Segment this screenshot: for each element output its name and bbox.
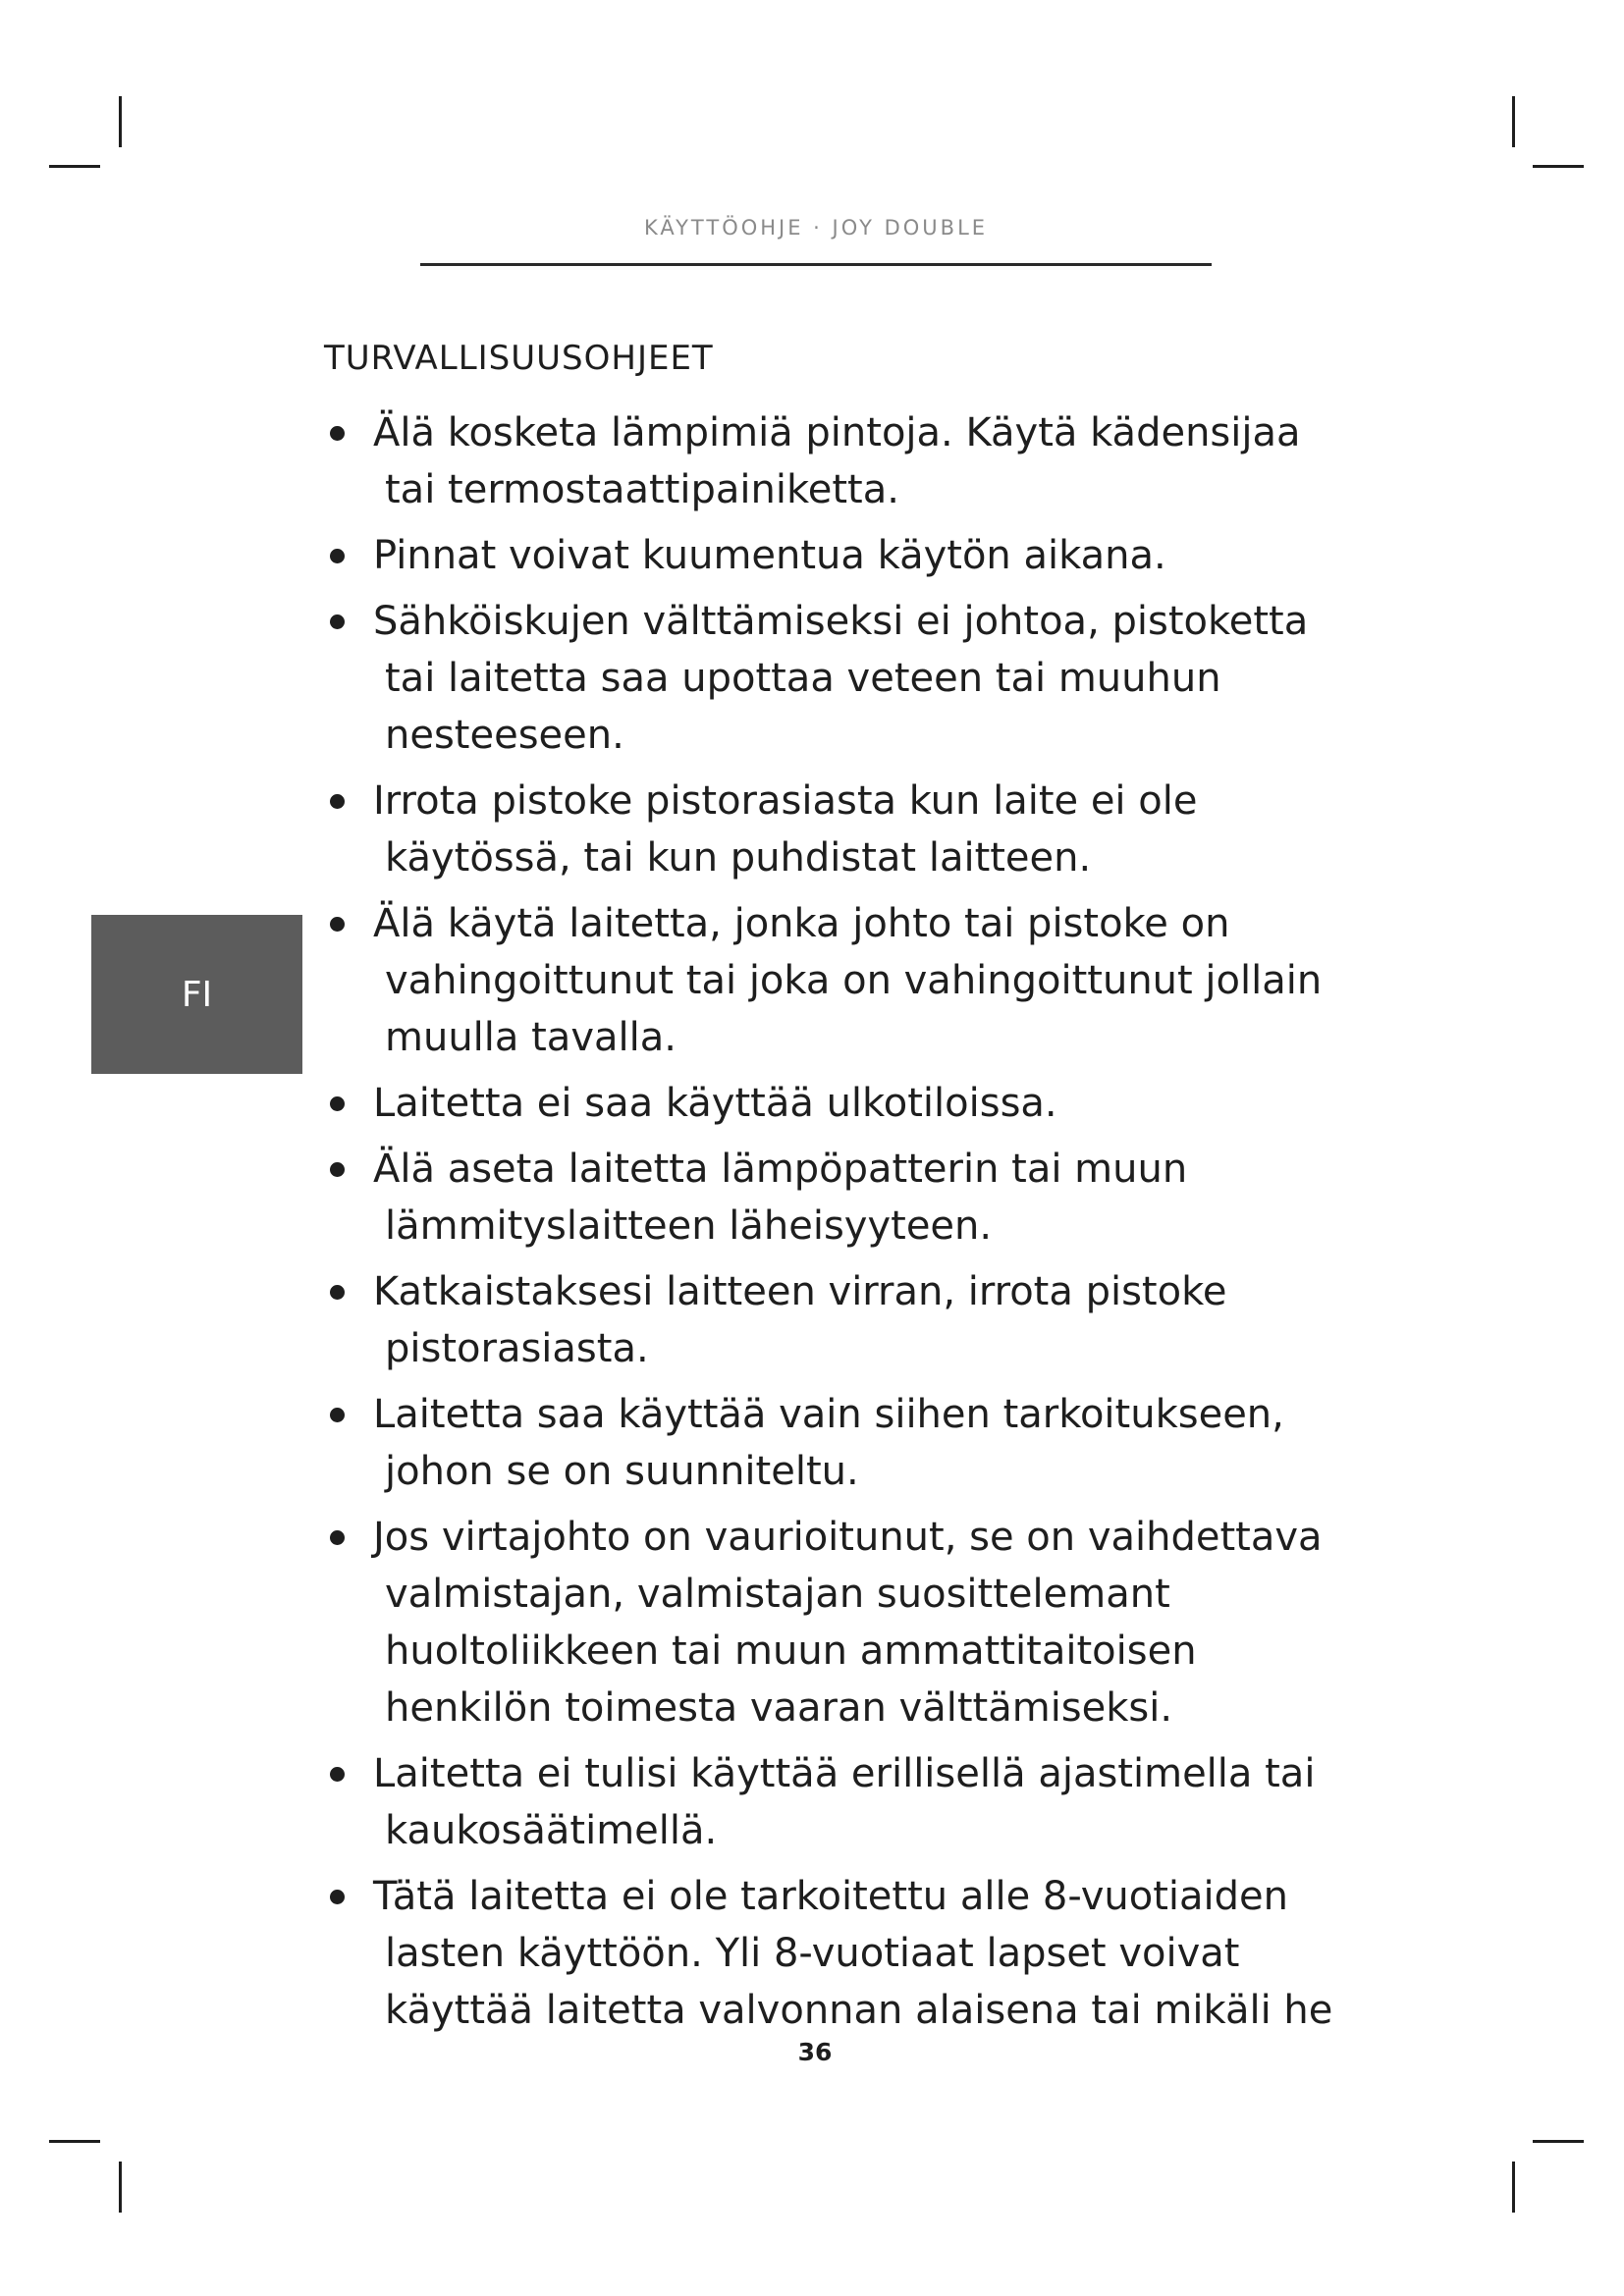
list-item — [324, 1745, 1375, 1859]
bullet-icon — [330, 1162, 345, 1177]
list-item-text-line: Laitetta ei tulisi käyttää erillisellä ajastimella tai — [373, 1751, 1316, 1796]
page-number: 36 — [797, 2038, 833, 2066]
crop-mark-top-right-horizontal — [1533, 165, 1584, 168]
list-item — [324, 1263, 1375, 1377]
list-item-text-line: kaukosäätimellä. — [385, 1808, 718, 1853]
list-item-text-line: huoltoliikkeen tai muun ammattitaitoisen — [385, 1629, 1197, 1674]
list-item-text-line: Laitetta saa käyttää vain siihen tarkoitukseen, — [373, 1392, 1284, 1437]
list-item-text-line: Irrota pistoke pistorasiasta kun laite ei ole — [373, 778, 1198, 824]
crop-mark-bottom-right-horizontal — [1533, 2140, 1584, 2143]
list-item — [324, 1386, 1375, 1500]
list-item-text-line: muulla tavalla. — [385, 1015, 677, 1060]
crop-mark-top-right-vertical — [1512, 96, 1515, 147]
crop-mark-top-left-horizontal — [49, 165, 100, 168]
crop-mark-bottom-left-vertical — [119, 2162, 122, 2213]
bullet-icon — [330, 1096, 345, 1111]
crop-mark-top-left-vertical — [119, 96, 122, 147]
list-item-text-line: johon se on suunniteltu. — [385, 1449, 859, 1494]
bullet-icon — [330, 917, 345, 932]
bullet-icon — [330, 1285, 345, 1300]
list-item-text-line: Pinnat voivat kuumentua käytön aikana. — [373, 533, 1166, 578]
list-item-text-line: Katkaistaksesi laitteen virran, irrota pistoke — [373, 1269, 1227, 1314]
list-item-text-line: Laitetta ei saa käyttää ulkotiloissa. — [373, 1081, 1057, 1126]
list-item — [324, 895, 1375, 1066]
list-item-text-line: Sähköiskujen välttämiseksi ei johtoa, pistoketta — [373, 599, 1309, 644]
bullet-icon — [330, 794, 345, 809]
list-item-text-line: vahingoittunut tai joka on vahingoittunut jollain — [385, 958, 1323, 1003]
list-item-text-line: Jos virtajohto on vaurioitunut, se on vaihdettava — [373, 1515, 1323, 1560]
bullet-icon — [330, 1890, 345, 1904]
list-item-text-line: tai laitetta saa upottaa veteen tai muuhun — [385, 656, 1221, 701]
list-item-text-line: käytössä, tai kun puhdistat laitteen. — [385, 835, 1092, 881]
list-item-text-line: valmistajan, valmistajan suosittelemant — [385, 1572, 1170, 1617]
list-item-text-line: tai termostaattipainiketta. — [385, 467, 899, 512]
list-item-text-line: Tätä laitetta ei ole tarkoitettu alle 8-vuotiaiden — [373, 1874, 1288, 1919]
list-item-text-line: käyttää laitetta valvonnan alaisena tai mikäli he — [385, 1988, 1333, 2033]
bullet-icon — [330, 1767, 345, 1782]
bullet-icon — [330, 1530, 345, 1545]
header-divider — [420, 263, 1212, 266]
language-tab-label: FI — [181, 974, 213, 1015]
bullet-icon — [330, 426, 345, 441]
list-item-text-line: lämmityslaitteen läheisyyteen. — [385, 1203, 993, 1249]
running-header: KÄYTTÖOHJE · JOY DOUBLE — [643, 216, 989, 240]
list-item — [324, 527, 1375, 584]
list-item-text-line: lasten käyttöön. Yli 8-vuotiaat lapset voivat — [385, 1931, 1240, 1976]
bullet-icon — [330, 614, 345, 629]
list-item — [324, 1141, 1375, 1255]
list-item-text-line: nesteeseen. — [385, 713, 624, 758]
list-item — [324, 1509, 1375, 1736]
list-item-text-line: Älä aseta laitetta lämpöpatterin tai muun — [373, 1147, 1188, 1192]
list-item — [324, 773, 1375, 886]
crop-mark-bottom-right-vertical — [1512, 2162, 1515, 2213]
list-item-text-line: pistorasiasta. — [385, 1326, 649, 1371]
list-item-text-line: Älä käytä laitetta, jonka johto tai pistoke on — [373, 901, 1230, 946]
list-item — [324, 593, 1375, 764]
language-tab — [91, 915, 302, 1074]
crop-mark-bottom-left-horizontal — [49, 2140, 100, 2143]
section-title: TURVALLISUUSOHJEET — [324, 339, 714, 378]
bullet-icon — [330, 549, 345, 563]
list-item — [324, 1868, 1375, 2039]
list-item-text-line: Älä kosketa lämpimiä pintoja. Käytä kädensijaa — [373, 410, 1301, 455]
bullet-icon — [330, 1408, 345, 1422]
safety-instructions-list — [324, 404, 1375, 2048]
list-item — [324, 1075, 1375, 1132]
list-item — [324, 404, 1375, 518]
list-item-text-line: henkilön toimesta vaaran välttämiseksi. — [385, 1685, 1173, 1731]
